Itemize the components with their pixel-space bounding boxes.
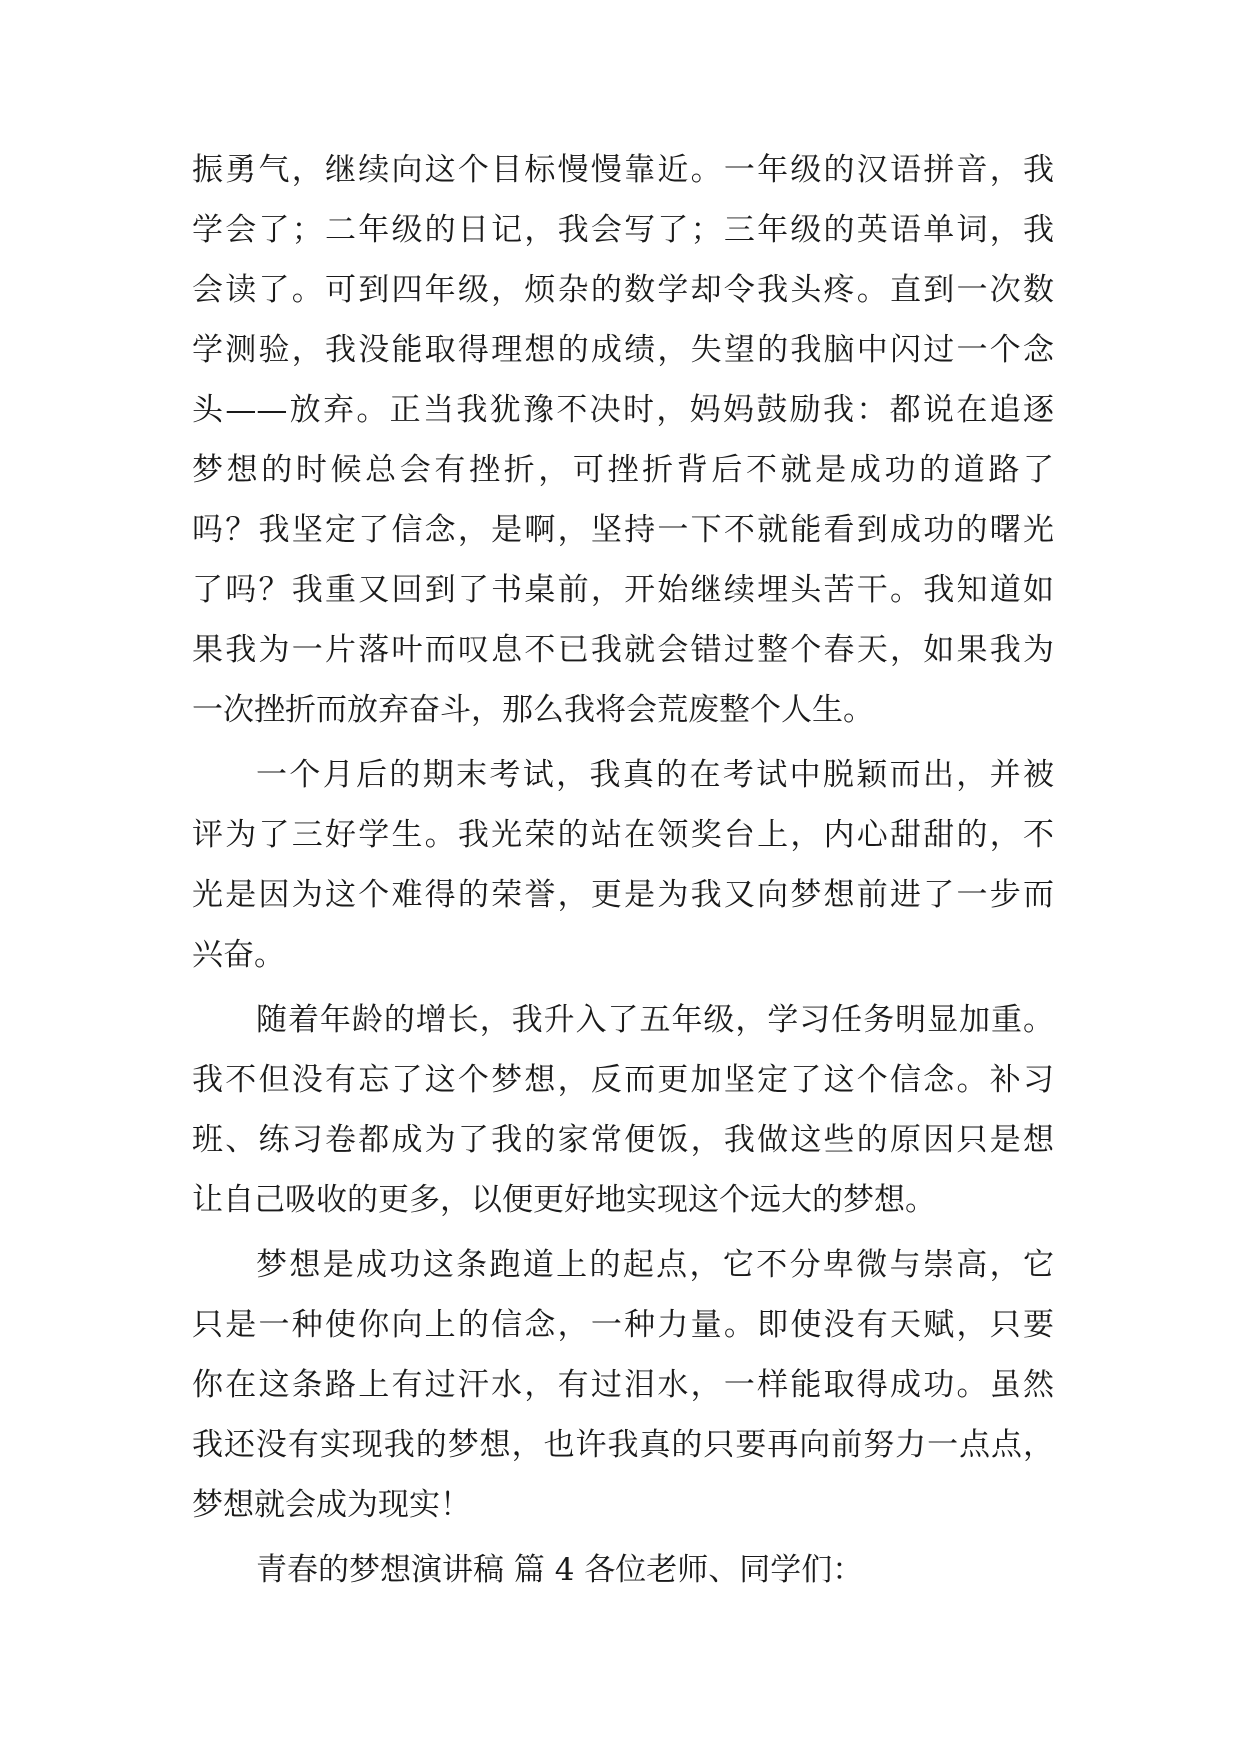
- text-line: 学会了；二年级的日记，我会写了；三年级的英语单词，我: [192, 212, 1054, 248]
- text-line: 吗？我坚定了信念，是啊，坚持一下不就能看到成功的曙光: [192, 512, 1054, 548]
- text-line: 振勇气，继续向这个目标慢慢靠近。一年级的汉语拼音，我: [192, 152, 1054, 188]
- text-line: 一个月后的期末考试，我真的在考试中脱颖而出，并被: [256, 757, 1054, 793]
- text-line: 我不但没有忘了这个梦想，反而更加坚定了这个信念。补习: [192, 1062, 1054, 1098]
- text-line: 学测验，我没能取得理想的成绩，失望的我脑中闪过一个念: [192, 332, 1054, 368]
- text-line: 评为了三好学生。我光荣的站在领奖台上，内心甜甜的，不: [192, 817, 1054, 853]
- text-line: 随着年龄的增长，我升入了五年级，学习任务明显加重。: [256, 1002, 1054, 1038]
- text-line: 光是因为这个难得的荣誉，更是为我又向梦想前进了一步而: [192, 877, 1054, 913]
- text-line: 梦想就会成为现实！: [192, 1487, 471, 1523]
- text-line: 我还没有实现我的梦想，也许我真的只要再向前努力一点点，: [192, 1427, 1054, 1463]
- text-line: 只是一种使你向上的信念，一种力量。即使没有天赋，只要: [192, 1307, 1054, 1343]
- text-line: 会读了。可到四年级，烦杂的数学却令我头疼。直到一次数: [192, 272, 1054, 308]
- text-line: 让自己吸收的更多，以便更好地实现这个远大的梦想。: [192, 1182, 936, 1218]
- section-heading-line: 青春的梦想演讲稿 篇 4 各位老师、同学们：: [256, 1552, 864, 1588]
- text-line: 头——放弃。正当我犹豫不决时，妈妈鼓励我：都说在追逐: [192, 392, 1054, 428]
- text-line: 了吗？我重又回到了书桌前，开始继续埋头苦干。我知道如: [192, 572, 1054, 608]
- text-line: 兴奋。: [192, 937, 285, 973]
- text-line: 班、练习卷都成为了我的家常便饭，我做这些的原因只是想: [192, 1122, 1054, 1158]
- text-line: 梦想是成功这条跑道上的起点，它不分卑微与崇高，它: [256, 1247, 1054, 1283]
- text-line: 果我为一片落叶而叹息不已我就会错过整个春天，如果我为: [192, 632, 1054, 668]
- text-line: 梦想的时候总会有挫折，可挫折背后不就是成功的道路了: [192, 452, 1054, 488]
- text-line: 一次挫折而放弃奋斗，那么我将会荒废整个人生。: [192, 692, 874, 728]
- text-line: 你在这条路上有过汗水，有过泪水，一样能取得成功。虽然: [192, 1367, 1054, 1403]
